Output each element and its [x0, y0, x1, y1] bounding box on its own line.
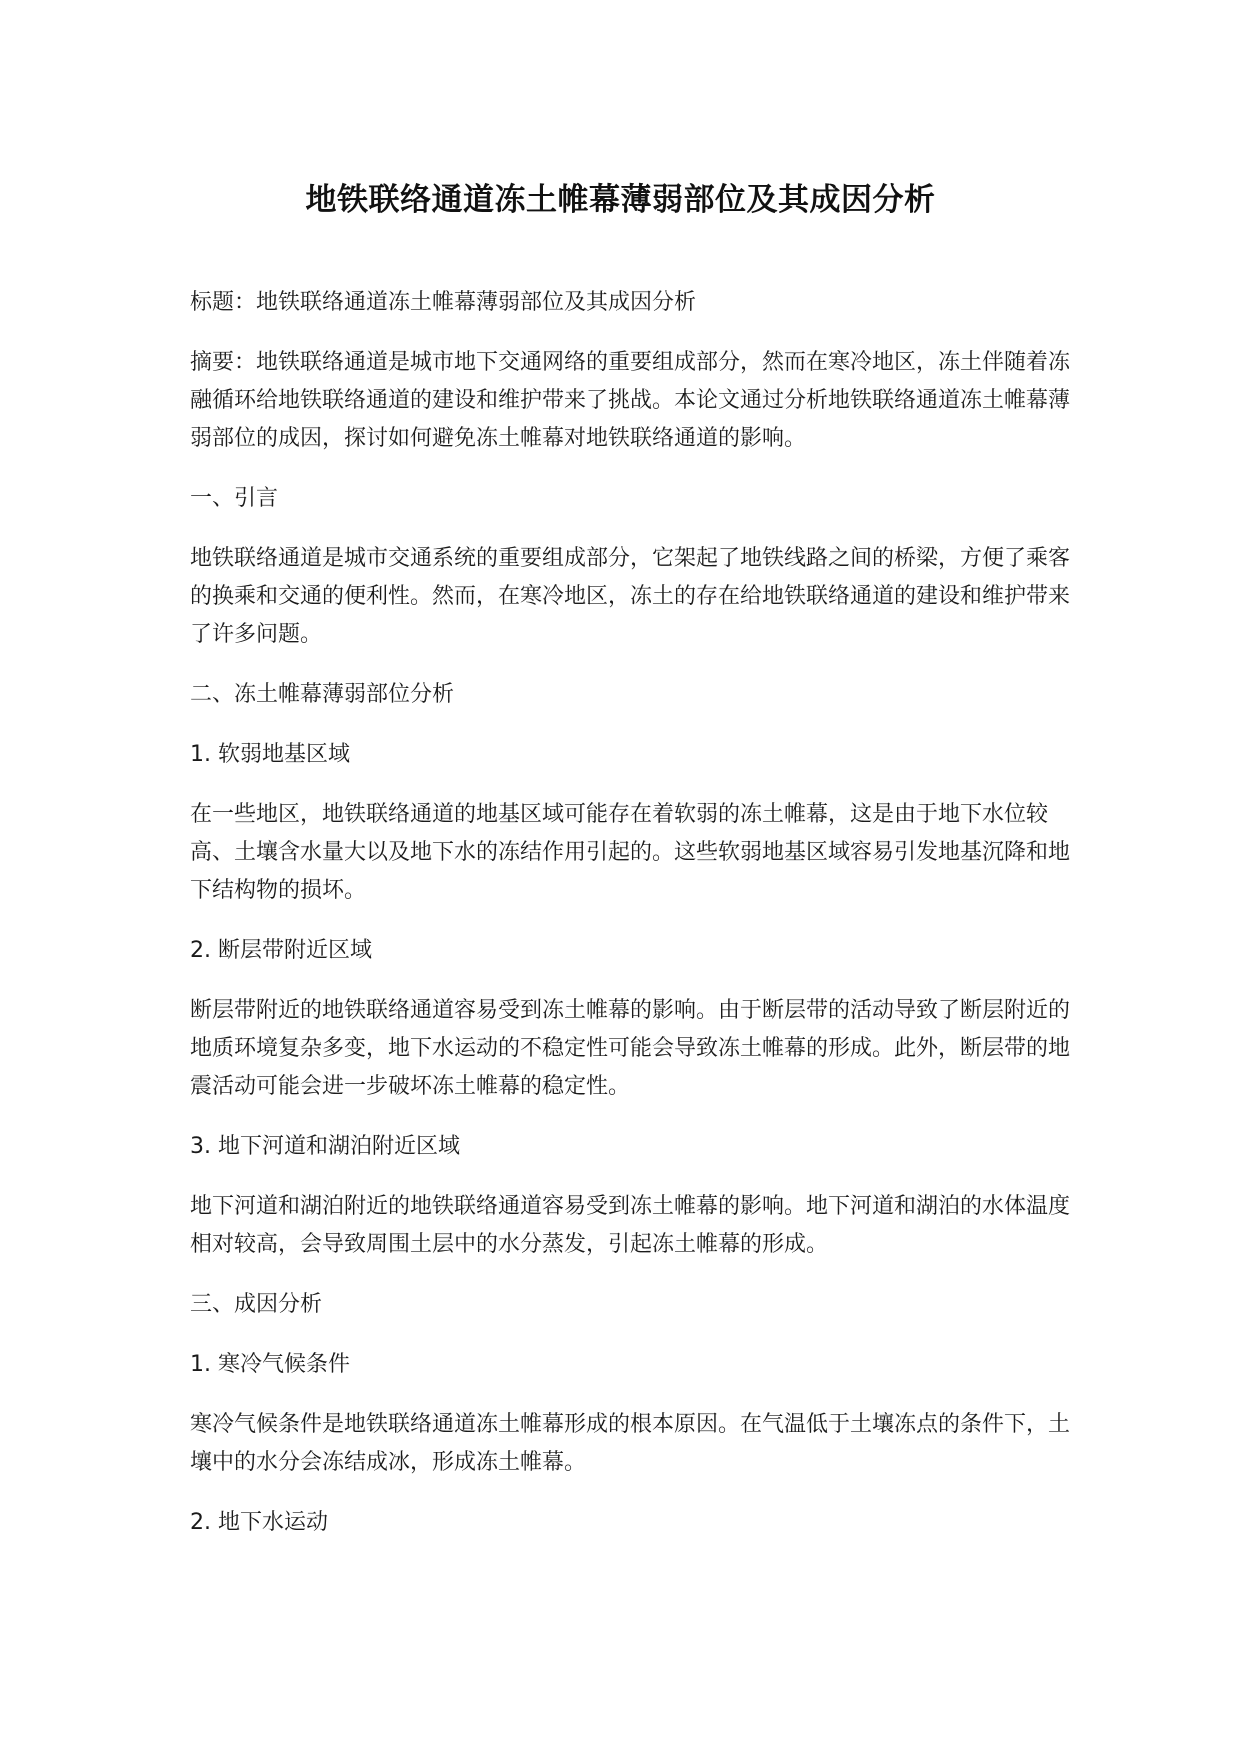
river-lake-paragraph: 地下河道和湖泊附近的地铁联络通道容易受到冻土帷幕的影响。地下河道和湖泊的水体温度相对较高，会导致周围土层中的水分蒸发，引起冻土帷幕的形成。 [190, 1194, 1071, 1257]
subsection-heading-soft-foundation: 1. 软弱地基区域 [190, 742, 350, 767]
subsection-heading-cold-climate: 1. 寒冷气候条件 [190, 1352, 350, 1377]
abstract-paragraph: 摘要：地铁联络通道是城市地下交通网络的重要组成部分，然而在寒冷地区，冻土伴随着冻融循环给地铁联络通道的建设和维护带来了挑战。本论文通过分析地铁联络通道冻土帷幕薄弱部位的成因，探讨如何避免冻土帷幕对地铁联络通道的影响。 [190, 350, 1071, 451]
subsection-heading-groundwater: 2. 地下水运动 [190, 1510, 328, 1535]
subsection-heading-river-lake: 3. 地下河道和湖泊附近区域 [190, 1134, 460, 1159]
section-heading-cause-analysis: 三、成因分析 [190, 1292, 323, 1317]
section-heading-introduction: 一、引言 [190, 486, 279, 511]
title-line: 标题：地铁联络通道冻土帷幕薄弱部位及其成因分析 [190, 290, 697, 315]
soft-foundation-paragraph: 在一些地区，地铁联络通道的地基区域可能存在着软弱的冻土帷幕，这是由于地下水位较高、土壤含水量大以及地下水的冻结作用引起的。这些软弱地基区域容易引发地基沉降和地下结构物的损坏。 [190, 802, 1071, 903]
section-heading-weak-parts: 二、冻土帷幕薄弱部位分析 [190, 682, 455, 707]
cold-climate-paragraph: 寒冷气候条件是地铁联络通道冻土帷幕形成的根本原因。在气温低于土壤冻点的条件下，土壤中的水分会冻结成冰，形成冻土帷幕。 [190, 1412, 1071, 1475]
fault-zone-paragraph: 断层带附近的地铁联络通道容易受到冻土帷幕的影响。由于断层带的活动导致了断层附近的地质环境复杂多变，地下水运动的不稳定性可能会导致冻土帷幕的形成。此外，断层带的地震活动可能会进一步破坏冻土帷幕的稳定性。 [190, 998, 1071, 1099]
document-body [190, 284, 1070, 1564]
subsection-heading-fault-zone: 2. 断层带附近区域 [190, 938, 372, 963]
introduction-paragraph: 地铁联络通道是城市交通系统的重要组成部分，它架起了地铁线路之间的桥梁，方便了乘客的换乘和交通的便利性。然而，在寒冷地区，冻土的存在给地铁联络通道的建设和维护带来了许多问题。 [190, 546, 1071, 647]
document-title: 地铁联络通道冻土帷幕薄弱部位及其成因分析 [305, 182, 936, 218]
